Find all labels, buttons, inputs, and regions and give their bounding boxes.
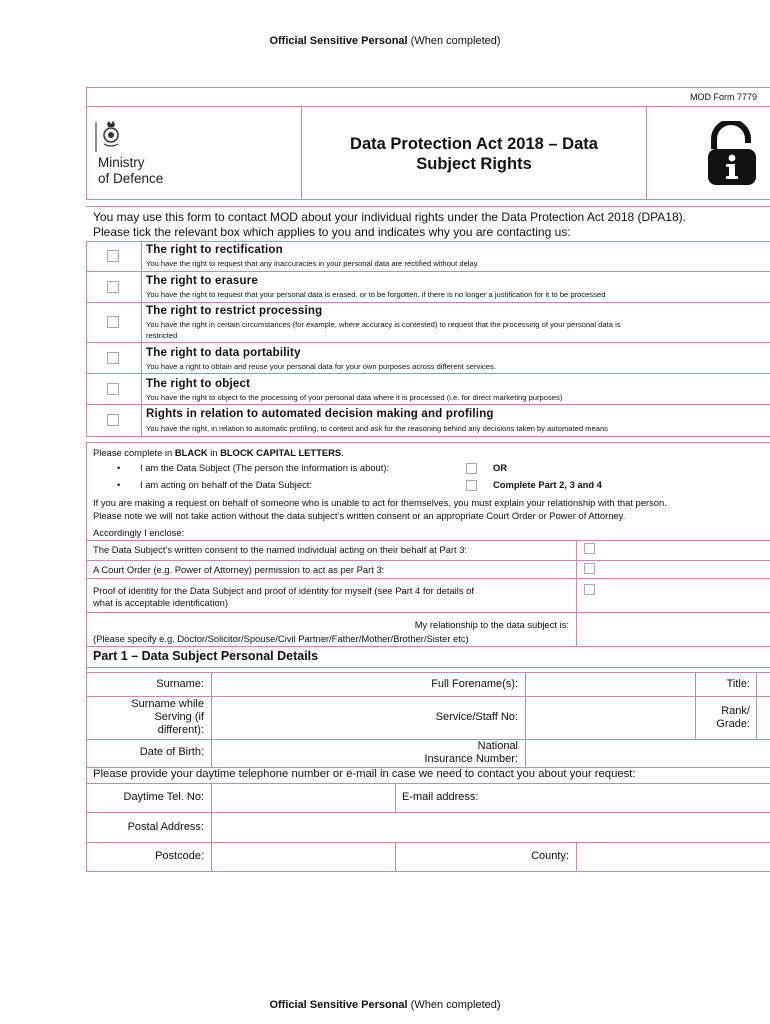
- intro-line-1: You may use this form to contact MOD about your individual rights under the Data Protection Act 2018 (DPA18).: [93, 210, 686, 224]
- relationship-hint: (Please specify e.g. Doctor/Solicitor/Spouse/Civil Partner/Father/Mother/Brother/Sister etc): [93, 633, 469, 644]
- right-title: The right to object: [146, 378, 251, 390]
- rank-line-1: Rank/: [721, 705, 750, 717]
- checkbox-automated-decision[interactable]: [107, 414, 119, 426]
- title-label: Title:: [726, 678, 750, 690]
- checkbox-rectification[interactable]: [107, 250, 119, 262]
- bullet-dot: •: [117, 462, 121, 473]
- county-input[interactable]: [578, 844, 768, 870]
- bullet-text: I am the Data Subject (The person the information is about):: [140, 462, 390, 473]
- mod-logo: [94, 118, 204, 190]
- checkbox-on-behalf[interactable]: [466, 480, 477, 491]
- form-title: [302, 134, 646, 174]
- info-padlock-icon: [706, 121, 758, 187]
- service-no-label: Service/Staff No:: [435, 711, 518, 723]
- right-description: You have the right in certain circumstances (for example, where accuracy is contested) to request that the processing of your personal data is: [146, 320, 621, 329]
- intro-text: [93, 210, 686, 240]
- relationship-input[interactable]: [578, 614, 768, 644]
- intro-line-2: Please tick the relevant box which applies to you and indicates why you are contacting us:: [93, 225, 571, 239]
- checkbox-court-order[interactable]: [584, 563, 595, 574]
- forenames-input[interactable]: [527, 674, 693, 694]
- forenames-label: Full Forename(s):: [431, 678, 518, 690]
- right-title: The right to restrict processing: [146, 305, 323, 317]
- tel-label: Daytime Tel. No:: [123, 791, 204, 803]
- instr-mid: in: [207, 447, 221, 458]
- enclose-consent: The Data Subject’s written consent to the named individual acting on their behalf at Part 3:: [93, 544, 468, 555]
- ni-input[interactable]: [527, 741, 767, 766]
- enclose-proof-line-2: what is acceptable identification): [93, 597, 228, 608]
- title-line-2: Subject Rights: [416, 155, 532, 173]
- ni-label: [400, 740, 518, 766]
- right-description: You have the right, in relation to automatic profiling, to contest and ask for the reasoning behind any decisions taken by automated means: [146, 424, 608, 433]
- dob-input[interactable]: [213, 741, 393, 766]
- surname-while-line-3: different):: [157, 724, 204, 736]
- right-description: You have a right to obtain and reuse your personal data for your own purposes across different services.: [146, 362, 496, 371]
- instr-block-capitals: BLOCK CAPITAL LETTERS: [220, 447, 342, 458]
- enclose-proof-line-1: Proof of identity for the Data Subject and proof of identity for myself (see Part 4 for details of: [93, 585, 474, 596]
- instr-black: BLACK: [174, 447, 208, 458]
- checkbox-data-portability[interactable]: [107, 352, 119, 364]
- bullet-action: Complete Part 2, 3 and 4: [493, 479, 602, 490]
- right-title: The right to rectification: [146, 244, 283, 256]
- instr-post: .: [341, 447, 344, 458]
- footer-marking: [0, 999, 770, 1011]
- part1-heading: Part 1 – Data Subject Personal Details: [93, 649, 319, 663]
- crest-icon: [94, 118, 130, 154]
- complete-instruction: [93, 447, 344, 458]
- behalf-note: [93, 496, 667, 522]
- behalf-line-1: If you are making a request on behalf of someone who is unable to act for themselves, you must explain your relationship with that person.: [93, 497, 667, 508]
- instr-pre: Please complete in: [93, 447, 175, 458]
- rank-label: [700, 705, 750, 731]
- right-title: The right to data portability: [146, 347, 301, 359]
- right-description: You have the right to object to the processing of your personal data where it is processed (i.e. for direct marketing purposes): [146, 393, 563, 402]
- header-classification: Official Sensitive Personal: [269, 35, 408, 47]
- right-description-cont: restricted: [146, 331, 178, 340]
- accordingly-label: Accordingly I enclose:: [93, 527, 185, 538]
- header-marking: [0, 35, 770, 47]
- surname-while-line-2: Serving (if: [154, 711, 204, 723]
- checkbox-restrict-processing[interactable]: [107, 316, 119, 328]
- service-no-input[interactable]: [527, 698, 693, 738]
- postal-address-input[interactable]: [213, 814, 768, 841]
- header-classification-note: (When completed): [410, 35, 501, 47]
- logo-line-2: of Defence: [98, 171, 164, 186]
- email-label: E-mail address:: [402, 791, 479, 803]
- tel-input[interactable]: [213, 785, 393, 811]
- postcode-input[interactable]: [213, 844, 393, 870]
- surname-label: Surname:: [156, 678, 204, 690]
- bullet-text: I am acting on behalf of the Data Subject:: [140, 479, 312, 490]
- behalf-line-2: Please note we will not take action without the data subject’s written consent or an appropriate Court Order or Power of Attorney.: [93, 510, 626, 521]
- form-number: MOD Form 7779: [690, 92, 758, 102]
- bullet-action: OR: [493, 462, 508, 473]
- county-label: County:: [531, 850, 569, 862]
- title-line-1: Data Protection Act 2018 – Data: [350, 135, 598, 153]
- checkbox-erasure[interactable]: [107, 281, 119, 293]
- footer-classification-note: (When completed): [410, 999, 501, 1011]
- footer-classification: Official Sensitive Personal: [269, 999, 408, 1011]
- checkbox-consent[interactable]: [584, 543, 595, 554]
- right-title: The right to erasure: [146, 275, 258, 287]
- relationship-label: My relationship to the data subject is:: [414, 619, 569, 630]
- surname-while-serving-input[interactable]: [213, 698, 393, 738]
- postal-address-label: Postal Address:: [127, 821, 204, 833]
- email-input[interactable]: [495, 785, 765, 811]
- surname-while-line-1: Surname while: [131, 698, 204, 710]
- ni-line-2: Insurance Number:: [424, 753, 518, 765]
- bullet-dot: •: [117, 479, 121, 490]
- enclose-proof-identity: [93, 585, 474, 609]
- dob-label: Date of Birth:: [139, 746, 204, 758]
- right-description: You have the right to request that your personal data is erased, or to be forgotten, if there is no longer a justification for it to be processed: [146, 290, 606, 299]
- surname-while-serving-label: [90, 698, 204, 737]
- postcode-label: Postcode:: [155, 850, 204, 862]
- checkbox-data-subject[interactable]: [466, 463, 477, 474]
- logo-line-1: Ministry: [98, 155, 145, 170]
- right-title: Rights in relation to automated decision making and profiling: [146, 408, 494, 420]
- rank-line-2: Grade:: [716, 718, 750, 730]
- enclose-court-order: A Court Order (e.g. Power of Attorney) permission to act as per Part 3:: [93, 564, 385, 575]
- right-description: You have the right to request that any inaccuracies in your personal data are rectified without delay: [146, 259, 478, 268]
- ni-line-1: National: [477, 740, 518, 752]
- checkbox-proof-identity[interactable]: [584, 584, 595, 595]
- checkbox-object[interactable]: [107, 383, 119, 395]
- contact-instruction: Please provide your daytime telephone number or e-mail in case we need to contact you about your request:: [93, 768, 636, 780]
